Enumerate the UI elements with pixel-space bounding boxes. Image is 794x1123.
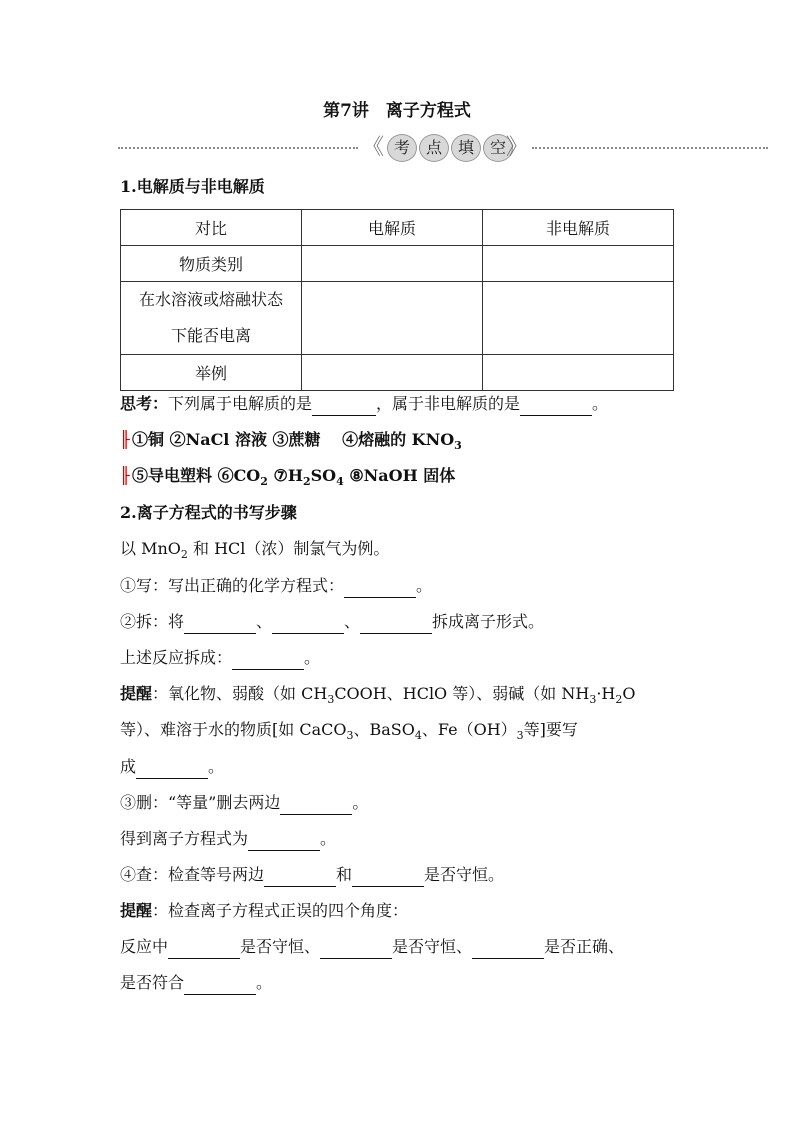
- tip-text: ：氧化物、弱酸（如 CH: [152, 684, 328, 703]
- banner-left-arrow-icon: 《: [362, 135, 385, 160]
- answer-blank[interactable]: [136, 756, 208, 779]
- banner-char: 填: [451, 134, 481, 162]
- table-cell: [302, 282, 483, 355]
- think-text: 下列属于电解质的是: [168, 394, 313, 413]
- answer-blank[interactable]: [248, 828, 320, 851]
- table-cell: 举例: [121, 355, 302, 391]
- step-text: 和: [336, 865, 353, 884]
- think-text: 。: [592, 394, 609, 413]
- answer-blank[interactable]: [520, 393, 592, 416]
- tip-text: ·H: [596, 684, 616, 703]
- step-text: 拆成离子形式。: [432, 612, 545, 631]
- step4-line: [120, 864, 504, 887]
- options-text: ⑧NaOH 固体: [343, 466, 456, 485]
- step-text: 是否守恒。: [424, 865, 505, 884]
- tip-text: 、Fe（OH）: [421, 720, 517, 739]
- answer-blank[interactable]: [184, 972, 256, 995]
- tip1-line-1: [120, 683, 635, 711]
- table-cell-line: 在水溶液或熔融状态: [138, 290, 283, 309]
- step2-line: [120, 611, 544, 634]
- answer-blank[interactable]: [280, 792, 352, 815]
- answer-blank[interactable]: [344, 575, 416, 598]
- tip-text: COOH、HClO 等）、弱碱（如 NH: [334, 684, 590, 703]
- subscript: 2: [180, 548, 188, 562]
- think-question: [120, 393, 608, 416]
- section1-heading: 1.电解质与非电解质: [120, 177, 265, 196]
- final-line-1: [120, 936, 624, 959]
- banner-right-arrow-icon: 》: [506, 135, 529, 160]
- think-label: 思考：: [120, 394, 169, 413]
- step-text: 反应中: [120, 937, 169, 956]
- page-title: 第7讲 离子方程式: [323, 101, 471, 121]
- options-text: ⑦H: [267, 466, 303, 485]
- answer-blank[interactable]: [352, 864, 424, 887]
- step-text: 。: [416, 576, 433, 595]
- table-cell: [302, 355, 483, 391]
- table-header: 电解质: [302, 210, 483, 246]
- step-text: 。: [352, 793, 369, 812]
- intro-line: [120, 538, 389, 566]
- tip-text: O: [622, 684, 636, 703]
- table-header: 非电解质: [483, 210, 674, 246]
- subscript: 2: [615, 693, 623, 707]
- subscript: 3: [454, 439, 462, 453]
- red-marker-icon: ╟: [120, 430, 130, 449]
- tip-text: 等）、难溶于水的物质[如 CaCO: [120, 720, 347, 739]
- comparison-table: [120, 209, 674, 391]
- tip-text: ：检查离子方程式正误的四个角度：: [152, 901, 409, 920]
- step3-result-line: [120, 828, 336, 851]
- table-header: 对比: [121, 210, 302, 246]
- step-text: 、: [344, 612, 361, 631]
- answer-blank[interactable]: [184, 611, 256, 634]
- step-text: 。: [304, 648, 321, 667]
- step-text: 是否符合: [120, 973, 185, 992]
- subscript: 2: [302, 475, 311, 489]
- step-text: 是否正确、: [544, 937, 625, 956]
- tip-text: 、BaSO: [353, 720, 415, 739]
- answer-blank[interactable]: [168, 936, 240, 959]
- table-row: [121, 355, 674, 391]
- step-text: 是否守恒、: [392, 937, 473, 956]
- tip2-line: [120, 900, 408, 922]
- subscript: 4: [336, 475, 344, 489]
- tip-text: 成: [120, 757, 137, 776]
- answer-blank[interactable]: [232, 647, 304, 670]
- subscript: 3: [346, 729, 354, 743]
- subscript: 4: [414, 729, 422, 743]
- step-text: 、: [256, 612, 273, 631]
- step-text: 是否守恒、: [240, 937, 321, 956]
- table-cell-line: 下能否电离: [170, 326, 251, 345]
- red-marker-icon: ╟: [120, 466, 130, 485]
- step-text: 。: [320, 829, 337, 848]
- subscript: 2: [260, 475, 268, 489]
- step-text: 上述反应拆成：: [120, 648, 233, 667]
- options-text: ⑤导电塑料 ⑥CO: [132, 466, 261, 485]
- banner-left-line: [118, 147, 358, 149]
- tip1-line-2: [120, 719, 578, 747]
- subscript: 3: [589, 693, 597, 707]
- table-cell: [302, 246, 483, 282]
- subscript: 3: [516, 729, 524, 743]
- intro-text: 以 MnO: [120, 539, 181, 558]
- table-cell: 物质类别: [121, 246, 302, 282]
- banner-chips: [387, 134, 513, 162]
- step2-result-line: [120, 647, 320, 670]
- step-text: ③删：“等量”删去两边: [120, 793, 281, 812]
- table-header-row: [121, 210, 674, 246]
- tip-text: 等]要写: [523, 720, 578, 739]
- answer-blank[interactable]: [264, 864, 336, 887]
- table-cell: [483, 246, 674, 282]
- intro-text: 和 HCl（浓）制氯气为例。: [187, 539, 390, 558]
- banner-char: 空: [483, 134, 513, 162]
- table-cell: [121, 282, 302, 355]
- tip-label: 提醒: [120, 901, 153, 920]
- table-row: [121, 282, 674, 355]
- answer-blank[interactable]: [312, 393, 376, 416]
- step-text: 。: [256, 973, 273, 992]
- subscript: 3: [327, 693, 335, 707]
- table-cell: [483, 282, 674, 355]
- options-line-2: [120, 465, 455, 493]
- options-line-1: [120, 429, 462, 457]
- step-text: 得到离子方程式为: [120, 829, 249, 848]
- tip1-line-3: [120, 756, 224, 779]
- table-cell: [483, 355, 674, 391]
- think-text: ，属于非电解质的是: [376, 394, 521, 413]
- options-text: ①铜 ②NaCl 溶液 ③蔗糖 ④熔融的 KNO: [132, 430, 455, 449]
- table-row: [121, 246, 674, 282]
- section2-heading: 2.离子方程式的书写步骤: [120, 503, 297, 522]
- answer-blank[interactable]: [272, 611, 344, 634]
- tip-label: 提醒: [120, 684, 153, 703]
- step-text: ④查：检查等号两边: [120, 865, 265, 884]
- answer-blank[interactable]: [472, 936, 544, 959]
- answer-blank[interactable]: [360, 611, 432, 634]
- step-text: ①写：写出正确的化学方程式：: [120, 576, 345, 595]
- banner-right-line: [532, 147, 768, 149]
- step1-line: [120, 575, 432, 598]
- step-text: ②拆：将: [120, 612, 185, 631]
- answer-blank[interactable]: [320, 936, 392, 959]
- banner-char: 点: [419, 134, 449, 162]
- banner-char: 考: [387, 134, 417, 162]
- options-text: SO: [310, 466, 337, 485]
- section-banner: [118, 133, 768, 163]
- step3-line: [120, 792, 368, 815]
- tip-text: 。: [208, 757, 225, 776]
- final-line-2: [120, 972, 272, 995]
